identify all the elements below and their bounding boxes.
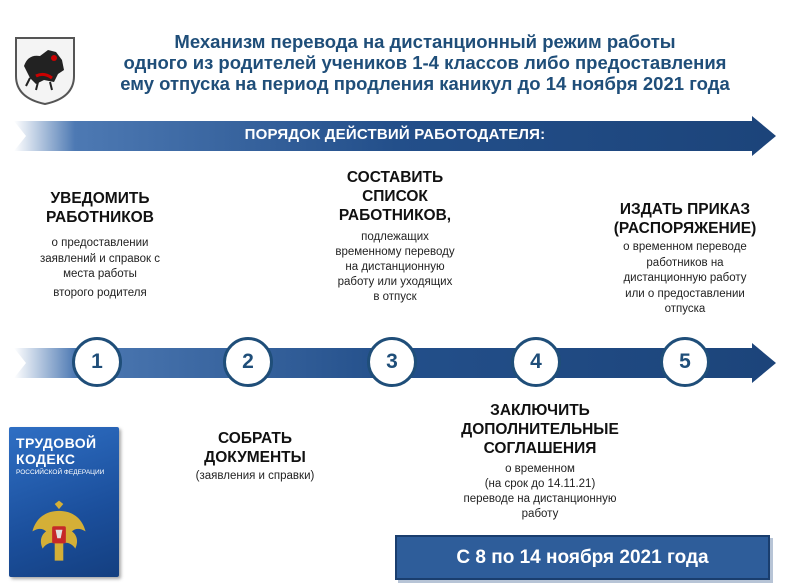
step-3-heading-line: РАБОТНИКОВ, bbox=[338, 207, 452, 224]
step-1-number: 1 bbox=[72, 337, 122, 387]
step-3-desc-line: в отпуск bbox=[373, 291, 417, 303]
step-2-number: 2 bbox=[223, 337, 273, 387]
step-2-description bbox=[165, 469, 345, 484]
step-1-desc-line: заявлений и справок с bbox=[40, 252, 160, 265]
page-title bbox=[60, 31, 790, 94]
step-5-description bbox=[590, 240, 780, 318]
book-title bbox=[16, 435, 116, 467]
step-3-number: 3 bbox=[367, 337, 417, 387]
title-line-2: одного из родителей учеников 1-4 классов либо предоставления bbox=[123, 52, 727, 73]
step-5-desc-line: дистанционную работу bbox=[623, 272, 747, 284]
step-4-desc-line: работу bbox=[521, 508, 559, 520]
step-4-desc-line: (на срок до 14.11.21) bbox=[484, 478, 596, 490]
step-2-heading bbox=[175, 429, 335, 467]
step-3-heading bbox=[315, 168, 475, 225]
step-2-desc-line: (заявления и справки) bbox=[195, 470, 315, 482]
step-5-desc-line: о временном переводе bbox=[623, 241, 747, 253]
step-4-number: 4 bbox=[511, 337, 561, 387]
banner-label: ПОРЯДОК ДЕЙСТВИЙ РАБОТОДАТЕЛЯ: bbox=[244, 126, 546, 143]
title-line-3: ему отпуска на период продления каникул до 14 ноября 2021 года bbox=[120, 73, 730, 94]
step-5-desc-line: или о предоставлении bbox=[625, 287, 745, 300]
date-range-box: С 8 по 14 ноября 2021 года bbox=[395, 535, 770, 580]
step-4-desc-line: переводе на дистанционную bbox=[463, 493, 617, 505]
step-4-desc-line: о временном bbox=[505, 463, 575, 475]
step-4-heading-line: СОГЛАШЕНИЯ bbox=[483, 440, 597, 457]
step-5-number: 5 bbox=[660, 337, 710, 387]
step-5-heading-line: ИЗДАТЬ ПРИКАЗ bbox=[619, 201, 751, 218]
step-3-heading-line: СПИСОК bbox=[362, 188, 428, 205]
step-1-desc-line: второго родителя bbox=[53, 286, 147, 299]
step-1-heading-line: УВЕДОМИТЬ bbox=[50, 190, 150, 207]
step-5-desc-line: отпуска bbox=[664, 303, 706, 315]
step-2-heading-line: СОБРАТЬ bbox=[217, 430, 292, 447]
step-2-heading-line: ДОКУМЕНТЫ bbox=[204, 449, 306, 466]
book-subtitle: РОССИЙСКОЙ ФЕДЕРАЦИИ bbox=[16, 469, 105, 476]
step-4-heading-line: ДОПОЛНИТЕЛЬНЫЕ bbox=[461, 421, 619, 438]
title-line-1: Механизм перевода на дистанционный режим работы bbox=[174, 31, 676, 52]
step-1-desc-line: о предоставлении bbox=[51, 237, 149, 249]
step-4-description bbox=[430, 462, 650, 522]
book-title-line: КОДЕКС bbox=[16, 451, 76, 467]
step-4-heading bbox=[440, 401, 640, 458]
step-5-heading bbox=[590, 200, 780, 238]
step-4-heading-line: ЗАКЛЮЧИТЬ bbox=[490, 402, 590, 419]
step-5-heading-line: (РАСПОРЯЖЕНИЕ) bbox=[613, 220, 757, 237]
labor-code-book-image bbox=[9, 427, 119, 577]
book-title-line: ТРУДОВОЙ bbox=[16, 435, 97, 451]
russian-eagle-emblem-icon bbox=[29, 499, 89, 569]
step-3-heading-line: СОСТАВИТЬ bbox=[346, 169, 444, 186]
step-3-desc-line: временному переводу bbox=[335, 246, 455, 258]
step-1-heading-line: РАБОТНИКОВ bbox=[46, 209, 154, 226]
step-3-desc-line: работу или уходящих bbox=[337, 276, 453, 288]
step-3-desc-line: на дистанционную bbox=[345, 261, 445, 273]
step-1-description bbox=[20, 236, 180, 301]
step-1-desc-line: места работы bbox=[63, 268, 137, 280]
step-3-description bbox=[315, 230, 475, 305]
step-5-desc-line: работников на bbox=[646, 256, 724, 269]
step-1-heading bbox=[20, 189, 180, 227]
step-3-desc-line: подлежащих bbox=[361, 231, 429, 243]
